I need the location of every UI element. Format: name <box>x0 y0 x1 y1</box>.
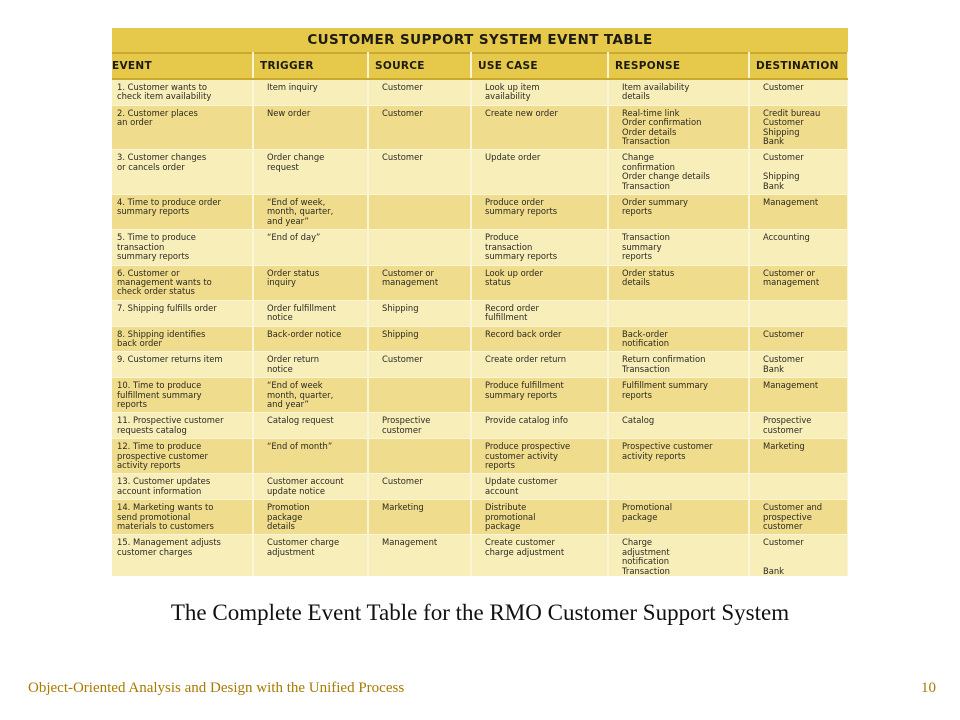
table-row <box>112 230 848 265</box>
use-case-cell: Update order <box>471 150 608 195</box>
trigger-cell: Order change request <box>253 150 368 195</box>
trigger-cell: “End of week, month, quarter, and year” <box>253 195 368 230</box>
trigger-cell: Promotion package details <box>253 500 368 535</box>
use-case-cell: Record order fulfillment <box>471 300 608 326</box>
destination-cell <box>749 300 848 326</box>
source-cell: Customer <box>368 79 471 105</box>
table-row <box>112 300 848 326</box>
source-cell: Customer <box>368 105 471 150</box>
table-row <box>112 413 848 439</box>
event-cell: 7. Shipping fulfills order <box>112 300 253 326</box>
use-case-cell: Look up item availability <box>471 79 608 105</box>
destination-cell: Credit bureau Customer Shipping Bank <box>749 105 848 150</box>
header-event: EVENT <box>112 53 253 79</box>
trigger-cell: “End of week month, quarter, and year” <box>253 378 368 413</box>
event-cell: 11. Prospective customer requests catalog <box>112 413 253 439</box>
trigger-cell: Order return notice <box>253 352 368 378</box>
destination-cell: Customer Bank <box>749 535 848 576</box>
response-cell: Back-order notification <box>608 326 749 352</box>
table-row <box>112 535 848 576</box>
slide-number: 10 <box>921 680 936 696</box>
table-row <box>112 150 848 195</box>
source-cell: Customer <box>368 352 471 378</box>
source-cell <box>368 378 471 413</box>
table-row <box>112 378 848 413</box>
response-cell: Return confirmation Transaction <box>608 352 749 378</box>
use-case-cell: Update customer account <box>471 474 608 500</box>
trigger-cell: “End of month” <box>253 439 368 474</box>
response-cell: Item availability details <box>608 79 749 105</box>
destination-cell: Customer and prospective customer <box>749 500 848 535</box>
footer-course-title: Object-Oriented Analysis and Design with the Unified Process <box>28 680 405 696</box>
destination-cell: Customer Shipping Bank <box>749 150 848 195</box>
header-destination: DESTINATION <box>749 53 848 79</box>
trigger-cell: Order status inquiry <box>253 265 368 300</box>
table-title: CUSTOMER SUPPORT SYSTEM EVENT TABLE <box>112 28 848 52</box>
response-cell: Promotional package <box>608 500 749 535</box>
event-cell: 5. Time to produce transaction summary reports <box>112 230 253 265</box>
event-cell: 12. Time to produce prospective customer activity reports <box>112 439 253 474</box>
trigger-cell: New order <box>253 105 368 150</box>
table-body <box>112 79 848 576</box>
event-cell: 15. Management adjusts customer charges <box>112 535 253 576</box>
use-case-cell: Distribute promotional package <box>471 500 608 535</box>
use-case-cell: Produce order summary reports <box>471 195 608 230</box>
table-row <box>112 326 848 352</box>
destination-cell: Customer <box>749 326 848 352</box>
destination-cell: Customer or management <box>749 265 848 300</box>
table-row <box>112 352 848 378</box>
use-case-cell: Produce transaction summary reports <box>471 230 608 265</box>
event-cell: 8. Shipping identifies back order <box>112 326 253 352</box>
response-cell: Order status details <box>608 265 749 300</box>
trigger-cell: Customer charge adjustment <box>253 535 368 576</box>
destination-cell: Customer Bank <box>749 352 848 378</box>
trigger-cell: Catalog request <box>253 413 368 439</box>
destination-cell <box>749 474 848 500</box>
header-trigger: TRIGGER <box>253 53 368 79</box>
use-case-cell: Create customer charge adjustment <box>471 535 608 576</box>
event-cell: 13. Customer updates account information <box>112 474 253 500</box>
header-response: RESPONSE <box>608 53 749 79</box>
use-case-cell: Produce prospective customer activity reports <box>471 439 608 474</box>
destination-cell: Management <box>749 195 848 230</box>
source-cell <box>368 439 471 474</box>
response-cell: Order summary reports <box>608 195 749 230</box>
table-row <box>112 105 848 150</box>
source-cell: Management <box>368 535 471 576</box>
destination-cell: Management <box>749 378 848 413</box>
trigger-cell: “End of day” <box>253 230 368 265</box>
source-cell <box>368 230 471 265</box>
event-cell: 1. Customer wants to check item availability <box>112 79 253 105</box>
trigger-cell: Back-order notice <box>253 326 368 352</box>
use-case-cell: Record back order <box>471 326 608 352</box>
trigger-cell: Customer account update notice <box>253 474 368 500</box>
event-cell: 9. Customer returns item <box>112 352 253 378</box>
response-cell: Catalog <box>608 413 749 439</box>
table-row <box>112 500 848 535</box>
event-table-image <box>112 28 848 576</box>
response-cell: Charge adjustment notification Transaction <box>608 535 749 576</box>
response-cell: Fulfillment summary reports <box>608 378 749 413</box>
use-case-cell: Provide catalog info <box>471 413 608 439</box>
event-cell: 14. Marketing wants to send promotional materials to customers <box>112 500 253 535</box>
use-case-cell: Create new order <box>471 105 608 150</box>
trigger-cell: Order fulfillment notice <box>253 300 368 326</box>
table-row <box>112 474 848 500</box>
event-cell: 3. Customer changes or cancels order <box>112 150 253 195</box>
response-cell: Transaction summary reports <box>608 230 749 265</box>
source-cell <box>368 195 471 230</box>
source-cell: Customer <box>368 474 471 500</box>
event-cell: 10. Time to produce fulfillment summary reports <box>112 378 253 413</box>
source-cell: Shipping <box>368 326 471 352</box>
slide-caption: The Complete Event Table for the RMO Customer Support System <box>170 600 790 625</box>
source-cell: Customer or management <box>368 265 471 300</box>
trigger-cell: Item inquiry <box>253 79 368 105</box>
source-cell: Customer <box>368 150 471 195</box>
table-row <box>112 265 848 300</box>
use-case-cell: Look up order status <box>471 265 608 300</box>
event-table <box>112 52 848 576</box>
event-cell: 6. Customer or management wants to check order status <box>112 265 253 300</box>
event-cell: 4. Time to produce order summary reports <box>112 195 253 230</box>
table-row <box>112 439 848 474</box>
response-cell: Change confirmation Order change details Transaction <box>608 150 749 195</box>
response-cell: Real-time link Order confirmation Order details Transaction <box>608 105 749 150</box>
destination-cell: Accounting <box>749 230 848 265</box>
source-cell: Prospective customer <box>368 413 471 439</box>
response-cell <box>608 300 749 326</box>
table-header-row <box>112 53 848 79</box>
table-row <box>112 79 848 105</box>
source-cell: Shipping <box>368 300 471 326</box>
use-case-cell: Produce fulfillment summary reports <box>471 378 608 413</box>
destination-cell: Marketing <box>749 439 848 474</box>
use-case-cell: Create order return <box>471 352 608 378</box>
response-cell <box>608 474 749 500</box>
destination-cell: Customer <box>749 79 848 105</box>
source-cell: Marketing <box>368 500 471 535</box>
table-row <box>112 195 848 230</box>
response-cell: Prospective customer activity reports <box>608 439 749 474</box>
header-source: SOURCE <box>368 53 471 79</box>
event-cell: 2. Customer places an order <box>112 105 253 150</box>
destination-cell: Prospective customer <box>749 413 848 439</box>
header-use-case: USE CASE <box>471 53 608 79</box>
